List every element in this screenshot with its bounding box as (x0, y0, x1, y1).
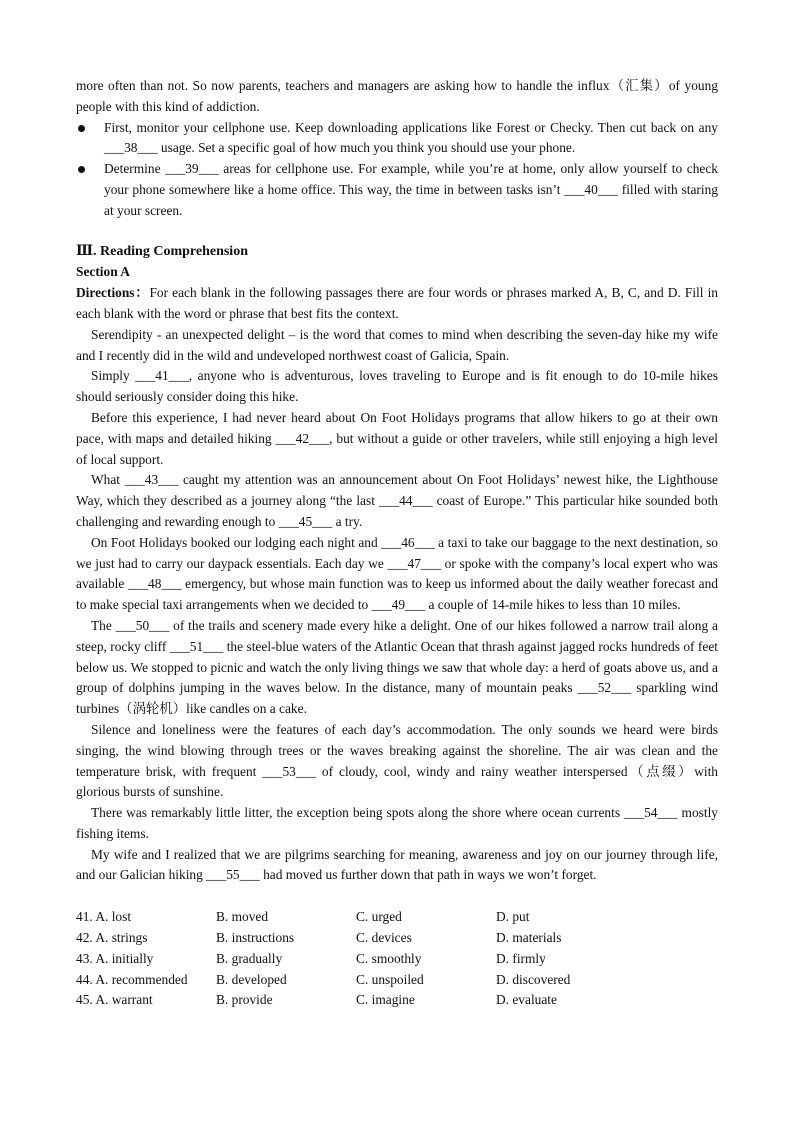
option-a: 44. A. recommended (76, 971, 188, 987)
option-c: C. urged (356, 909, 402, 925)
passage-paragraph: My wife and I realized that we are pilgrims searching for meaning, awareness and joy on our journey through life, and our Galician hiking ___55___ had moved us further down that path in ways we won’t forget. (76, 846, 718, 883)
option-d: D. put (496, 909, 530, 925)
passage-paragraph: The ___50___ of the trails and scenery made every hike a delight. One of our hikes followed a narrow trail along a steep, rocky cliff ___51___ the steel-blue waters of the Atlantic Ocean that thrash against jagged rocks hundreds of feet below us. We stopped to picnic and watch the only living things we saw that whole day: a herd of goats above us, and a group of dolphins jumping in the waves below. In the distance, many of mountain peaks ___52___ sparkling wind turbines（涡轮机）like candles on a cake. (76, 617, 718, 717)
intro-paragraph-end: more often than not. So now parents, teachers and managers are asking how to handle the influx（汇集）of young people with this kind of addiction. (76, 78, 718, 114)
option-c: C. unspoiled (356, 971, 424, 987)
passage-paragraph: Silence and loneliness were the features of each day’s accommodation. The only sounds we heard were birds singing, the wind blowing through trees or the waves breaking against the shoreline. The air was clean and the temperature brisk, with frequent ___53___ of cloudy, cool, windy and rainy weather interspersed（点缀）with glorious bursts of sunshine. (76, 721, 718, 800)
option-b: B. provide (216, 992, 273, 1008)
bullet-dot-icon (78, 166, 85, 173)
document-page (76, 76, 718, 1011)
option-d: D. evaluate (496, 992, 557, 1008)
passage-paragraph: There was remarkably little litter, the exception being spots along the shore where ocean currents ___54___ mostly fishing items. (76, 805, 718, 841)
option-b: B. gradually (216, 950, 283, 966)
option-b: B. developed (216, 971, 287, 987)
option-c: C. imagine (356, 992, 415, 1008)
option-a: 43. A. initially (76, 950, 154, 966)
option-a: 45. A. warrant (76, 992, 153, 1008)
passage-paragraph: What ___43___ caught my attention was an announcement about On Foot Holidays’ newest hike, the Lighthouse Way, which they described as a journey along “the last ___44___ coast of Europe.” This particular hike sounded both challenging and rewarding enough to ___45___ a try. (76, 472, 718, 529)
option-row (76, 907, 636, 928)
section-subtitle: Section A (76, 264, 130, 280)
section-title: Ⅲ. Reading Comprehension (76, 243, 248, 259)
bullet-text: First, monitor your cellphone use. Keep downloading applications like Forest or Checky. Then cut back on any ___38___ usage. Set a specific goal of how much you think you should use your phone. (104, 119, 718, 156)
option-row (76, 928, 636, 949)
passage-paragraph: Serendipity - an unexpected delight – is the word that comes to mind when describing the seven-day hike my wife and I recently did in the wild and undeveloped northwest coast of Galicia, Spain. (76, 326, 718, 363)
option-d: D. materials (496, 930, 562, 946)
bullet-item (76, 159, 718, 221)
option-d: D. firmly (496, 950, 546, 966)
passage-paragraph: On Foot Holidays booked our lodging each night and ___46___ a taxi to take our baggage to the next destination, so we just had to carry our daypack essentials. Each day we ___47___ or spoke with the company’s local expert who was available ___48___ emergency, but whose main function was to keep us informed about the daily weather forecast and to make special taxi arrangements when we decided to ___49___ a couple of 14-mile hikes to less than 10 miles. (76, 534, 718, 613)
directions-label: Directions： (76, 285, 150, 301)
answer-options-table (76, 907, 636, 1011)
directions (76, 283, 718, 325)
bullet-item (76, 118, 718, 160)
passage-paragraph: Simply ___41___, anyone who is adventurous, loves traveling to Europe and is fit enough to do 10-mile hikes should seriously consider doing this hike. (76, 368, 718, 405)
option-a: 41. A. lost (76, 909, 132, 925)
option-row (76, 949, 636, 970)
directions-text: For each blank in the following passages there are four words or phrases marked A, B, C, and D. Fill in each blank with the word or phrase that best fits the context. (76, 285, 719, 321)
option-b: B. moved (216, 909, 269, 925)
option-row (76, 970, 636, 991)
option-b: B. instructions (216, 930, 295, 946)
option-d: D. discovered (496, 971, 571, 987)
bullet-dot-icon (78, 125, 85, 132)
option-a: 42. A. strings (76, 930, 148, 946)
option-c: C. devices (356, 930, 412, 946)
option-c: C. smoothly (356, 950, 422, 966)
option-row (76, 990, 636, 1011)
bullet-text: Determine ___39___ areas for cellphone use. For example, while you’re at home, only allow yourself to check your phone somewhere like a home office. This way, the time in between tasks isn’t ___40___ filled with staring at your screen. (104, 161, 718, 218)
passage-paragraph: Before this experience, I had never heard about On Foot Holidays programs that allow hikers to go at their own pace, with maps and detailed hiking ___42___, but without a guide or other travelers, while still enjoying a high level of local support. (76, 409, 718, 467)
